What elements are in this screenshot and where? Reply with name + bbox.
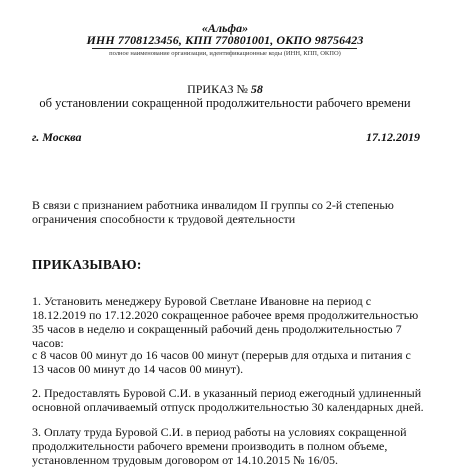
reason-paragraph: В связи с признанием работника инвалидом II группы со 2-й степенью ограничения способности к трудовой деятельности: [32, 198, 394, 226]
order-title: [30, 83, 420, 96]
order-item-1: 1. Установить менеджеру Буровой Светлане Ивановне на период с 18.12.2019 по 17.12.2020 сокращенное рабочее время продолжительностью 35 часов в неделю и сокращенный рабочий день продолжительностью 7 часов:: [32, 294, 419, 350]
order-item-2: 2. Предоставлять Буровой С.И. в указанный период ежегодный удлиненный основной оплачиваемый отпуск продолжительностью 30 календарных дней.: [32, 386, 424, 414]
order-directive: ПРИКАЗЫВАЮ:: [32, 257, 142, 272]
order-item-1-schedule: с 8 часов 00 минут до 16 часов 00 минут (перерыв для отдыха и питания с 13 часов 00 минут до 14 часов 00 минут).: [32, 348, 411, 376]
order-date: 17.12.2019: [366, 130, 420, 144]
organization-codes: ИНН 7708123456, КПП 770801001, ОКПО 98756423: [86, 33, 364, 47]
header-divider: [92, 48, 357, 49]
organization-caption: полное наименование организации, идентификационные коды (ИНН, КПП, ОКПО): [109, 50, 341, 57]
order-item-3: 3. Оплату труда Буровой С.И. в период работы на условиях сокращенной продолжительности рабочего времени производить в полном объеме, установленном трудовым договором от 14.10.2015 № 16/05.: [32, 425, 407, 467]
organization-name: «Альфа»: [201, 21, 249, 35]
order-place: г. Москва: [32, 130, 82, 144]
order-number: 58: [250, 82, 263, 96]
order-subject: об установлении сокращенной продолжительности рабочего времени: [39, 96, 411, 110]
order-label: ПРИКАЗ №: [187, 82, 248, 96]
